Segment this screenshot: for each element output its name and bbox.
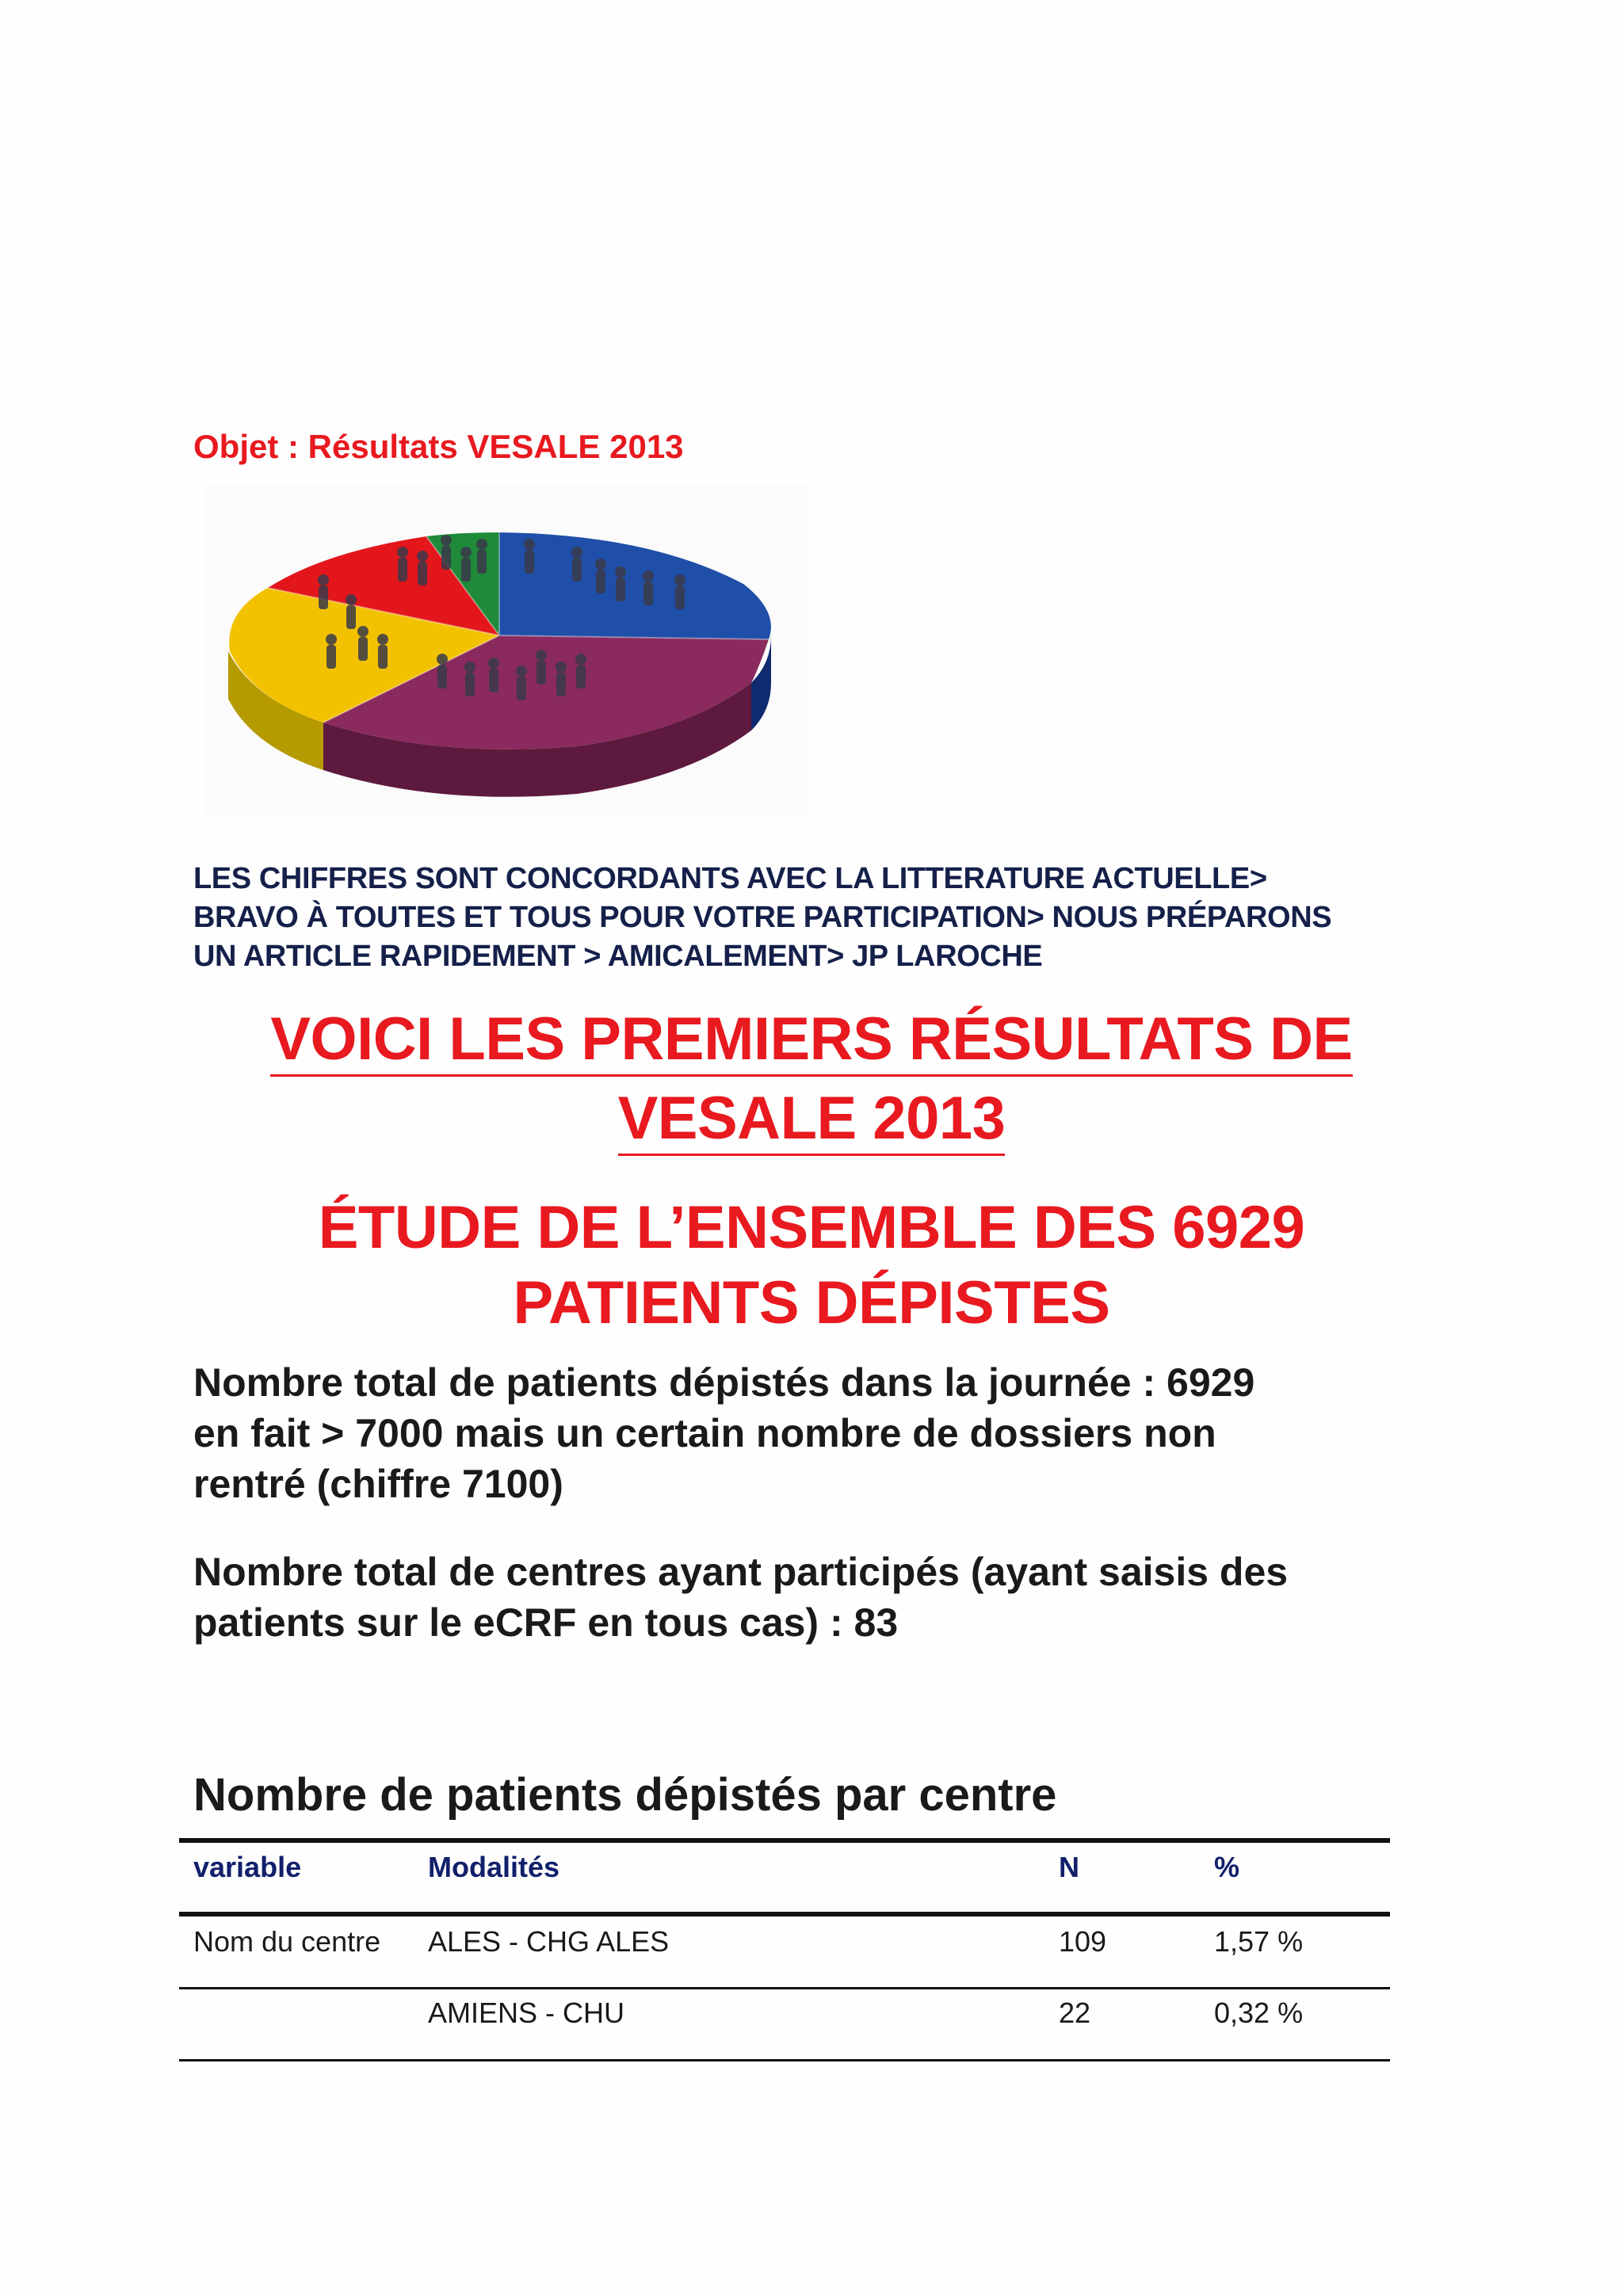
cell-modalite: AMIENS - CHU xyxy=(428,1997,625,2029)
headline-text: VOICI LES PREMIERS RÉSULTATS DE xyxy=(270,1005,1352,1077)
cell-modalite: ALES - CHG ALES xyxy=(428,1925,670,1958)
cell-percent: 0,32 % xyxy=(1214,1997,1304,2029)
subject-line: Objet : Résultats VESALE 2013 xyxy=(193,428,684,465)
headline-line-1 xyxy=(0,1000,1623,1079)
section-title: Nombre de patients dépistés par centre xyxy=(193,1769,1057,1821)
cell-n: 22 xyxy=(1059,1997,1091,2029)
headline-line-4 xyxy=(0,1264,1623,1343)
headline-text: PATIENTS DÉPISTES xyxy=(513,1269,1110,1337)
headline-text: ÉTUDE DE L’ENSEMBLE DES 6929 xyxy=(318,1194,1305,1261)
cell-variable: Nom du centre xyxy=(193,1925,381,1958)
paragraph-line: patients sur le eCRF en tous cas) : 83 xyxy=(193,1600,899,1645)
table-row-rule xyxy=(179,1987,1390,1989)
header-variable: variable xyxy=(193,1851,302,1883)
paragraph-line: Nombre total de patients dépistés dans la journée : 6929 xyxy=(193,1360,1255,1405)
paragraph-line: en fait > 7000 mais un certain nombre de dossiers non xyxy=(193,1411,1216,1455)
headline-line-2 xyxy=(0,1079,1623,1158)
intro-line: LES CHIFFRES SONT CONCORDANTS AVEC LA LITTERATURE ACTUELLE> xyxy=(193,862,1267,895)
cell-n: 109 xyxy=(1059,1925,1107,1958)
intro-line: BRAVO À TOUTES ET TOUS POUR VOTRE PARTICIPATION> NOUS PRÉPARONS xyxy=(193,901,1332,934)
intro-message xyxy=(193,860,1430,976)
header-n: N xyxy=(1059,1851,1079,1883)
pie-chart-icon xyxy=(204,485,807,818)
paragraph-line: rentré (chiffre 7100) xyxy=(193,1462,563,1506)
headline-line-3 xyxy=(0,1188,1623,1268)
headline-text: VESALE 2013 xyxy=(618,1085,1006,1156)
header-modalites: Modalités xyxy=(428,1851,560,1883)
total-centres-paragraph xyxy=(193,1547,1430,1648)
table-top-rule xyxy=(179,1838,1390,1843)
table-header-rule xyxy=(179,1912,1390,1917)
cell-percent: 1,57 % xyxy=(1214,1925,1304,1958)
header-percent: % xyxy=(1214,1851,1240,1883)
pie-people-illustration xyxy=(204,485,807,818)
paragraph-line: Nombre total de centres ayant participés (ayant saisis des xyxy=(193,1550,1289,1594)
intro-line: UN ARTICLE RAPIDEMENT > AMICALEMENT> JP LAROCHE xyxy=(193,940,1043,973)
total-patients-paragraph xyxy=(193,1357,1430,1509)
table-bottom-rule xyxy=(179,2059,1390,2061)
